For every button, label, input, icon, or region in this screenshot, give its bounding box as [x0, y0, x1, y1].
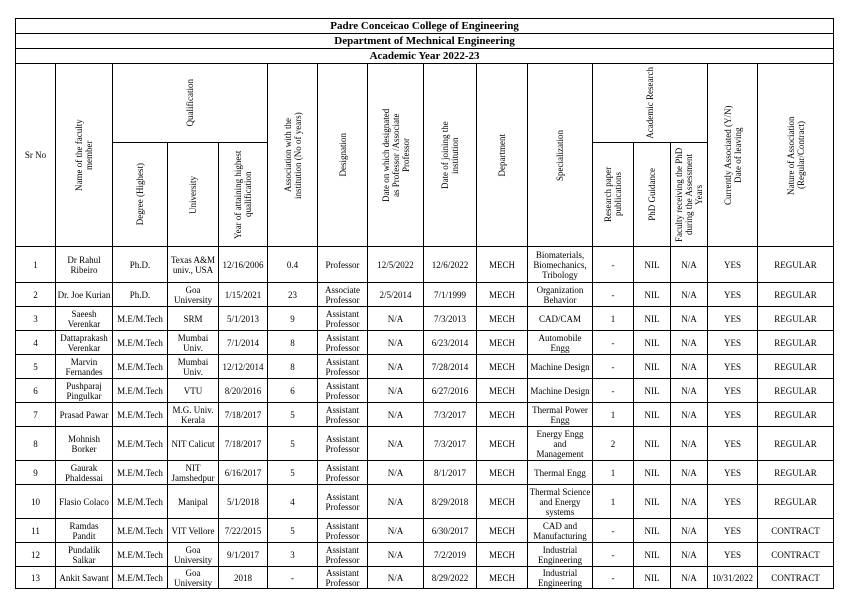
header-department: Department: [497, 133, 507, 177]
cell-phd-guidance: NIL: [634, 427, 671, 461]
cell-faculty-name: Saeesh Verenkar: [56, 307, 113, 331]
cell-faculty-phd: N/A: [671, 543, 708, 567]
cell-research-papers: 1: [593, 307, 634, 331]
cell-sr-no: 8: [16, 427, 56, 461]
cell-nature: REGULAR: [758, 247, 834, 283]
cell-specialization: Organization Behavior: [528, 283, 593, 307]
cell-research-papers: 1: [593, 485, 634, 519]
cell-degree: Ph.D.: [113, 247, 168, 283]
cell-nature: REGULAR: [758, 283, 834, 307]
cell-faculty-name: Dr. Joe Kurian: [56, 283, 113, 307]
cell-degree: M.E/M.Tech: [113, 355, 168, 379]
cell-association: 8: [268, 331, 318, 355]
cell-nature: REGULAR: [758, 427, 834, 461]
cell-faculty-name: Ankit Sawant: [56, 567, 113, 589]
cell-date-designated: N/A: [368, 403, 424, 427]
cell-research-papers: -: [593, 247, 634, 283]
cell-department: MECH: [477, 355, 528, 379]
cell-date-designated: N/A: [368, 567, 424, 589]
header-research-papers: Research paper publications: [603, 166, 623, 223]
cell-date-designated: N/A: [368, 427, 424, 461]
cell-designation: Assistant Professor: [318, 427, 368, 461]
cell-specialization: Thermal Engg: [528, 461, 593, 485]
cell-designation: Assistant Professor: [318, 403, 368, 427]
cell-currently-associated: YES: [708, 519, 758, 543]
header-university: University: [188, 175, 198, 214]
cell-department: MECH: [477, 379, 528, 403]
cell-phd-guidance: NIL: [634, 461, 671, 485]
cell-nature: REGULAR: [758, 355, 834, 379]
cell-date-designated: 12/5/2022: [368, 247, 424, 283]
cell-nature: CONTRACT: [758, 543, 834, 567]
cell-sr-no: 13: [16, 567, 56, 589]
cell-university: VIT Vellore: [168, 519, 219, 543]
cell-specialization: Machine Design: [528, 379, 593, 403]
cell-year-attaining: 7/1/2014: [219, 331, 268, 355]
cell-university: NIT Calicut: [168, 427, 219, 461]
table-row: [16, 543, 834, 567]
cell-sr-no: 10: [16, 485, 56, 519]
cell-faculty-phd: N/A: [671, 307, 708, 331]
table-row: [16, 307, 834, 331]
header-qualification: Qualification: [185, 79, 195, 127]
header-specialization: Specialization: [555, 129, 565, 181]
cell-department: MECH: [477, 519, 528, 543]
header-designation: Designation: [337, 133, 348, 177]
cell-degree: M.E/M.Tech: [113, 485, 168, 519]
cell-research-papers: -: [593, 379, 634, 403]
cell-sr-no: 6: [16, 379, 56, 403]
cell-research-papers: -: [593, 355, 634, 379]
header-date-joining: Date of joining the institution: [440, 121, 460, 189]
cell-nature: REGULAR: [758, 379, 834, 403]
cell-university: Goa University: [168, 567, 219, 589]
cell-currently-associated: YES: [708, 355, 758, 379]
cell-designation: Assistant Professor: [318, 355, 368, 379]
header-date-designated: Date on which designated as Professor /Associate Professor: [380, 108, 411, 202]
table-row: [16, 283, 834, 307]
table-row: [16, 427, 834, 461]
cell-association: 5: [268, 519, 318, 543]
table-row: [16, 485, 834, 519]
cell-designation: Assistant Professor: [318, 567, 368, 589]
cell-research-papers: -: [593, 283, 634, 307]
cell-date-designated: N/A: [368, 543, 424, 567]
cell-specialization: Automobile Engg: [528, 331, 593, 355]
cell-date-joining: 7/1/1999: [424, 283, 477, 307]
cell-date-designated: N/A: [368, 355, 424, 379]
cell-date-joining: 8/1/2017: [424, 461, 477, 485]
cell-faculty-phd: N/A: [671, 331, 708, 355]
cell-research-papers: -: [593, 331, 634, 355]
cell-university: Goa University: [168, 543, 219, 567]
cell-sr-no: 2: [16, 283, 56, 307]
cell-sr-no: 1: [16, 247, 56, 283]
cell-date-designated: N/A: [368, 379, 424, 403]
table-row: [16, 331, 834, 355]
header-currently-associated: Currently Associated (Y/N) Date of leaving: [722, 105, 743, 205]
cell-date-designated: N/A: [368, 485, 424, 519]
cell-department: MECH: [477, 461, 528, 485]
cell-phd-guidance: NIL: [634, 567, 671, 589]
cell-nature: REGULAR: [758, 307, 834, 331]
cell-association: 23: [268, 283, 318, 307]
cell-faculty-phd: N/A: [671, 283, 708, 307]
cell-degree: M.E/M.Tech: [113, 307, 168, 331]
cell-date-designated: N/A: [368, 519, 424, 543]
cell-phd-guidance: NIL: [634, 543, 671, 567]
cell-designation: Assistant Professor: [318, 307, 368, 331]
cell-date-joining: 7/28/2014: [424, 355, 477, 379]
cell-date-joining: 12/6/2022: [424, 247, 477, 283]
cell-phd-guidance: NIL: [634, 403, 671, 427]
cell-year-attaining: 5/1/2018: [219, 485, 268, 519]
cell-faculty-phd: N/A: [671, 355, 708, 379]
cell-currently-associated: YES: [708, 427, 758, 461]
cell-faculty-phd: N/A: [671, 485, 708, 519]
cell-faculty-name: Dattaprakash Verenkar: [56, 331, 113, 355]
cell-research-papers: -: [593, 543, 634, 567]
cell-specialization: Thermal Science and Energy systems: [528, 485, 593, 519]
cell-designation: Assistant Professor: [318, 461, 368, 485]
cell-year-attaining: 6/16/2017: [219, 461, 268, 485]
cell-degree: M.E/M.Tech: [113, 461, 168, 485]
cell-department: MECH: [477, 567, 528, 589]
cell-date-joining: 7/2/2019: [424, 543, 477, 567]
cell-designation: Associate Professor: [318, 283, 368, 307]
cell-currently-associated: YES: [708, 331, 758, 355]
cell-year-attaining: 8/20/2016: [219, 379, 268, 403]
cell-degree: Ph.D.: [113, 283, 168, 307]
cell-specialization: CAD and Manufacturing: [528, 519, 593, 543]
cell-sr-no: 9: [16, 461, 56, 485]
academic-year-title: Academic Year 2022-23: [16, 49, 834, 64]
cell-faculty-name: Dr Rahul Ribeiro: [56, 247, 113, 283]
cell-date-joining: 7/3/2017: [424, 403, 477, 427]
department-title: Department of Mechnical Engineering: [16, 34, 834, 49]
cell-department: MECH: [477, 283, 528, 307]
cell-date-joining: 8/29/2018: [424, 485, 477, 519]
cell-department: MECH: [477, 307, 528, 331]
cell-sr-no: 3: [16, 307, 56, 331]
cell-faculty-name: Gaurak Phaldessai: [56, 461, 113, 485]
header-association: Association with the institution (No of years): [282, 111, 303, 199]
cell-faculty-phd: N/A: [671, 379, 708, 403]
cell-nature: REGULAR: [758, 403, 834, 427]
table-row: [16, 403, 834, 427]
cell-nature: CONTRACT: [758, 519, 834, 543]
table-row: [16, 567, 834, 589]
cell-year-attaining: 1/15/2021: [219, 283, 268, 307]
cell-year-attaining: 7/18/2017: [219, 427, 268, 461]
cell-sr-no: 11: [16, 519, 56, 543]
header-degree: Degree (Highest): [135, 163, 145, 226]
header-year-attaining: Year of attaining highest qualification: [233, 150, 253, 239]
table-row: [16, 519, 834, 543]
cell-sr-no: 5: [16, 355, 56, 379]
cell-research-papers: 1: [593, 461, 634, 485]
cell-faculty-name: Pundalik Salkar: [56, 543, 113, 567]
cell-degree: M.E/M.Tech: [113, 427, 168, 461]
cell-nature: REGULAR: [758, 461, 834, 485]
cell-university: Texas A&M univ., USA: [168, 247, 219, 283]
cell-phd-guidance: NIL: [634, 379, 671, 403]
cell-currently-associated: YES: [708, 403, 758, 427]
table-row: [16, 461, 834, 485]
cell-university: Goa University: [168, 283, 219, 307]
cell-specialization: Biomaterials, Biomechanics, Tribology: [528, 247, 593, 283]
cell-date-joining: 7/3/2017: [424, 427, 477, 461]
college-title: Padre Conceicao College of Engineering: [16, 19, 834, 34]
cell-faculty-phd: N/A: [671, 427, 708, 461]
cell-date-joining: 6/23/2014: [424, 331, 477, 355]
cell-university: Mumbai Univ.: [168, 355, 219, 379]
cell-sr-no: 7: [16, 403, 56, 427]
cell-faculty-name: Mohnish Borker: [56, 427, 113, 461]
header-sr-no: Sr No: [16, 64, 56, 247]
cell-university: VTU: [168, 379, 219, 403]
cell-sr-no: 4: [16, 331, 56, 355]
cell-association: 9: [268, 307, 318, 331]
cell-specialization: Energy Engg and Management: [528, 427, 593, 461]
cell-year-attaining: 12/16/2006: [219, 247, 268, 283]
cell-specialization: CAD/CAM: [528, 307, 593, 331]
cell-currently-associated: YES: [708, 283, 758, 307]
cell-association: 0.4: [268, 247, 318, 283]
cell-faculty-name: Marvin Fernandes: [56, 355, 113, 379]
cell-date-designated: N/A: [368, 331, 424, 355]
cell-date-designated: 2/5/2014: [368, 283, 424, 307]
cell-year-attaining: 5/1/2013: [219, 307, 268, 331]
cell-faculty-phd: N/A: [671, 247, 708, 283]
cell-research-papers: 2: [593, 427, 634, 461]
cell-phd-guidance: NIL: [634, 283, 671, 307]
cell-year-attaining: 9/1/2017: [219, 543, 268, 567]
cell-faculty-name: Prasad Pawar: [56, 403, 113, 427]
header-faculty-phd: Faculty receiving the PhD during the Assessment Years: [674, 147, 704, 242]
cell-nature: CONTRACT: [758, 567, 834, 589]
cell-designation: Assistant Professor: [318, 331, 368, 355]
cell-year-attaining: 7/18/2017: [219, 403, 268, 427]
faculty-table: [15, 18, 834, 589]
cell-currently-associated: YES: [708, 379, 758, 403]
cell-university: M.G. Univ. Kerala: [168, 403, 219, 427]
cell-degree: M.E/M.Tech: [113, 403, 168, 427]
cell-degree: M.E/M.Tech: [113, 543, 168, 567]
cell-faculty-phd: N/A: [671, 519, 708, 543]
cell-research-papers: 1: [593, 403, 634, 427]
cell-association: -: [268, 567, 318, 589]
cell-degree: M.E/M.Tech: [113, 331, 168, 355]
cell-sr-no: 12: [16, 543, 56, 567]
cell-degree: M.E/M.Tech: [113, 519, 168, 543]
cell-department: MECH: [477, 331, 528, 355]
cell-association: 8: [268, 355, 318, 379]
header-phd-guidance: PhD Guidance: [647, 168, 657, 221]
cell-date-joining: 6/27/2016: [424, 379, 477, 403]
cell-association: 5: [268, 403, 318, 427]
cell-degree: M.E/M.Tech: [113, 567, 168, 589]
cell-phd-guidance: NIL: [634, 331, 671, 355]
cell-department: MECH: [477, 543, 528, 567]
cell-currently-associated: YES: [708, 461, 758, 485]
cell-currently-associated: YES: [708, 485, 758, 519]
cell-phd-guidance: NIL: [634, 355, 671, 379]
cell-specialization: Thermal Power Engg: [528, 403, 593, 427]
cell-nature: REGULAR: [758, 485, 834, 519]
cell-association: 4: [268, 485, 318, 519]
cell-currently-associated: YES: [708, 543, 758, 567]
cell-date-joining: 8/29/2022: [424, 567, 477, 589]
cell-currently-associated: YES: [708, 247, 758, 283]
cell-department: MECH: [477, 403, 528, 427]
cell-research-papers: -: [593, 519, 634, 543]
cell-date-joining: 7/3/2013: [424, 307, 477, 331]
cell-faculty-phd: N/A: [671, 461, 708, 485]
cell-designation: Assistant Professor: [318, 543, 368, 567]
header-nature: Nature of Association (Regular/Contract): [785, 115, 806, 195]
cell-specialization: Machine Design: [528, 355, 593, 379]
cell-date-designated: N/A: [368, 461, 424, 485]
cell-year-attaining: 7/22/2015: [219, 519, 268, 543]
cell-phd-guidance: NIL: [634, 247, 671, 283]
cell-year-attaining: 2018: [219, 567, 268, 589]
cell-nature: REGULAR: [758, 331, 834, 355]
table-row: [16, 355, 834, 379]
cell-faculty-phd: N/A: [671, 567, 708, 589]
cell-designation: Assistant Professor: [318, 379, 368, 403]
cell-phd-guidance: NIL: [634, 485, 671, 519]
cell-date-designated: N/A: [368, 307, 424, 331]
cell-currently-associated: YES: [708, 307, 758, 331]
cell-designation: Professor: [318, 247, 368, 283]
cell-faculty-name: Ramdas Pandit: [56, 519, 113, 543]
cell-association: 5: [268, 427, 318, 461]
cell-university: NIT Jamshedpur: [168, 461, 219, 485]
cell-faculty-phd: N/A: [671, 403, 708, 427]
cell-research-papers: -: [593, 567, 634, 589]
cell-phd-guidance: NIL: [634, 519, 671, 543]
table-row: [16, 379, 834, 403]
table-row: [16, 247, 834, 283]
cell-department: MECH: [477, 485, 528, 519]
cell-date-joining: 6/30/2017: [424, 519, 477, 543]
cell-department: MECH: [477, 427, 528, 461]
cell-association: 5: [268, 461, 318, 485]
cell-designation: Assistant Professor: [318, 485, 368, 519]
cell-faculty-name: Flasio Colaco: [56, 485, 113, 519]
header-name: Name of the faculty member: [74, 119, 94, 191]
cell-specialization: Industrial Engineering: [528, 567, 593, 589]
cell-degree: M.E/M.Tech: [113, 379, 168, 403]
cell-association: 6: [268, 379, 318, 403]
cell-university: SRM: [168, 307, 219, 331]
cell-university: Mumbai Univ.: [168, 331, 219, 355]
cell-designation: Assistant Professor: [318, 519, 368, 543]
cell-phd-guidance: NIL: [634, 307, 671, 331]
cell-faculty-name: Pushparaj Pingulkar: [56, 379, 113, 403]
header-academic-research: Academic Research: [645, 67, 655, 139]
cell-association: 3: [268, 543, 318, 567]
cell-specialization: Industrial Engineering: [528, 543, 593, 567]
cell-university: Manipal: [168, 485, 219, 519]
cell-currently-associated: 10/31/2022: [708, 567, 758, 589]
cell-department: MECH: [477, 247, 528, 283]
cell-year-attaining: 12/12/2014: [219, 355, 268, 379]
